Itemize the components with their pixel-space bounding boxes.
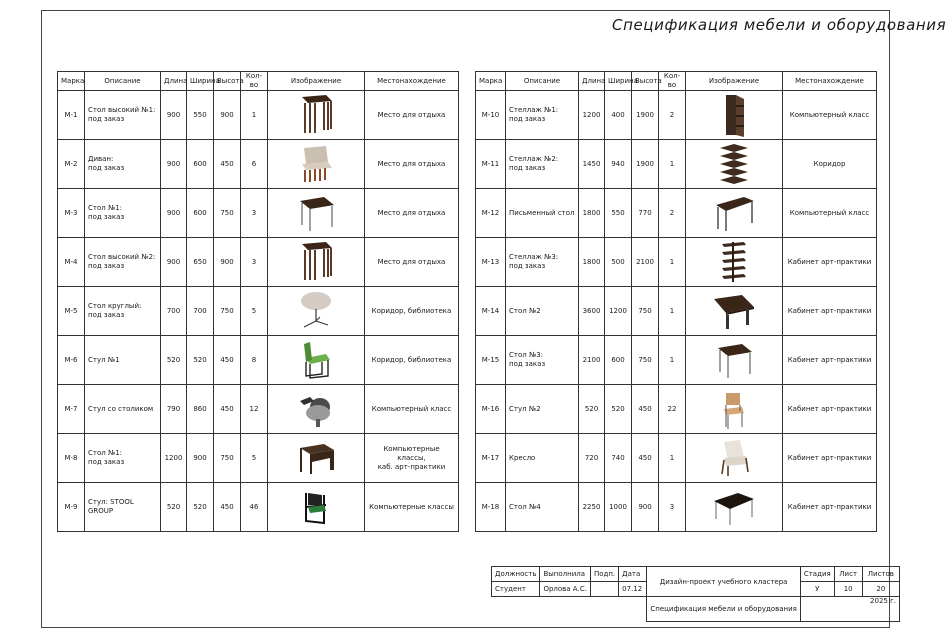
row-width: 600	[605, 336, 632, 385]
row-width: 550	[187, 91, 214, 140]
row-description: Стол круглый: под заказ	[85, 287, 161, 336]
row-width: 520	[187, 483, 214, 532]
row-mark: М-2	[58, 140, 85, 189]
row-mark: М-12	[476, 189, 506, 238]
row-description: Стол №2	[506, 287, 579, 336]
row-description: Письменный стол	[506, 189, 579, 238]
row-width: 900	[187, 434, 214, 483]
row-width: 500	[605, 238, 632, 287]
table-image	[271, 191, 361, 235]
row-length: 900	[161, 140, 187, 189]
row-width: 740	[605, 434, 632, 483]
header-mark: Марка	[476, 72, 506, 91]
row-image	[268, 287, 365, 336]
table-row	[58, 434, 459, 483]
row-description: Стол высокий №2: под заказ	[85, 238, 161, 287]
stamp-date: 07.12	[619, 582, 647, 597]
stamp-stage: У	[800, 582, 834, 597]
row-mark: М-6	[58, 336, 85, 385]
stamp-sign	[590, 582, 618, 597]
row-mark: М-14	[476, 287, 506, 336]
row-description: Стеллаж №3: под заказ	[506, 238, 579, 287]
row-mark: М-10	[476, 91, 506, 140]
row-height: 750	[214, 434, 241, 483]
row-location: Компьютерный класс	[365, 385, 459, 434]
row-qty: 12	[241, 385, 268, 434]
table-row	[476, 238, 877, 287]
chair-with-desk-image	[271, 387, 361, 431]
row-image	[268, 434, 365, 483]
row-location: Кабинет арт-практики	[783, 336, 877, 385]
row-height: 450	[632, 434, 659, 483]
row-qty: 22	[659, 385, 686, 434]
row-qty: 6	[241, 140, 268, 189]
table-row	[476, 189, 877, 238]
shelf-image	[689, 93, 779, 137]
row-description: Стул со столиком	[85, 385, 161, 434]
stamp-stage-label: Стадия	[800, 567, 834, 582]
stamp-sheets: 20	[862, 582, 899, 597]
table-row	[476, 434, 877, 483]
row-location: Компьютерный класс	[783, 91, 877, 140]
row-length: 2100	[579, 336, 605, 385]
row-length: 1800	[579, 238, 605, 287]
desk-image	[271, 436, 361, 480]
row-width: 860	[187, 385, 214, 434]
row-mark: М-4	[58, 238, 85, 287]
table-row	[476, 483, 877, 532]
row-height: 450	[214, 336, 241, 385]
row-description: Стол №4	[506, 483, 579, 532]
row-height: 450	[214, 385, 241, 434]
row-mark: М-3	[58, 189, 85, 238]
row-location: Кабинет арт-практики	[783, 238, 877, 287]
row-width: 520	[605, 385, 632, 434]
table-row	[476, 385, 877, 434]
row-location: Коридор, библиотека	[365, 336, 459, 385]
spec-table-right	[475, 71, 877, 532]
row-location: Коридор	[783, 140, 877, 189]
header-height: Высота	[214, 72, 241, 91]
row-length: 520	[579, 385, 605, 434]
table-row	[476, 140, 877, 189]
long-table-image	[689, 289, 779, 333]
stamp-empty	[492, 597, 647, 622]
header-location: Местонахождение	[365, 72, 459, 91]
table-row	[58, 140, 459, 189]
row-width: 700	[187, 287, 214, 336]
wood-chair-image	[689, 387, 779, 431]
row-length: 790	[161, 385, 187, 434]
row-height: 750	[214, 189, 241, 238]
header-image: Изображение	[686, 72, 783, 91]
row-length: 1200	[161, 434, 187, 483]
row-location: Компьютерные классы	[365, 483, 459, 532]
row-image	[686, 385, 783, 434]
table-header-row	[476, 72, 877, 91]
wave-shelf-image	[689, 240, 779, 284]
row-qty: 1	[659, 238, 686, 287]
header-length: Длина	[579, 72, 605, 91]
row-height: 1900	[632, 91, 659, 140]
row-qty: 1	[659, 434, 686, 483]
row-image	[268, 140, 365, 189]
row-qty: 2	[659, 189, 686, 238]
row-height: 900	[214, 91, 241, 140]
row-location: Кабинет арт-практики	[783, 385, 877, 434]
sofa-image	[271, 142, 361, 186]
row-length: 1200	[579, 91, 605, 140]
row-mark: М-17	[476, 434, 506, 483]
row-location: Место для отдыха	[365, 189, 459, 238]
row-mark: М-7	[58, 385, 85, 434]
row-image	[686, 434, 783, 483]
tall-slatted-table-image	[271, 93, 361, 137]
stamp-sheet-label: Лист	[834, 567, 862, 582]
row-description: Стул: STOOL GROUP	[85, 483, 161, 532]
row-image	[268, 336, 365, 385]
row-description: Стол высокий №1: под заказ	[85, 91, 161, 140]
stamp-project-name: Дизайн-проект учебного кластера	[647, 567, 800, 597]
header-location: Местонахождение	[783, 72, 877, 91]
row-mark: М-16	[476, 385, 506, 434]
row-qty: 1	[659, 287, 686, 336]
row-image	[268, 385, 365, 434]
row-image	[686, 287, 783, 336]
row-width: 400	[605, 91, 632, 140]
row-mark: М-18	[476, 483, 506, 532]
row-length: 520	[161, 483, 187, 532]
row-height: 2100	[632, 238, 659, 287]
chair-image	[271, 485, 361, 529]
row-height: 750	[632, 336, 659, 385]
table-row	[58, 189, 459, 238]
row-qty: 46	[241, 483, 268, 532]
row-location: Кабинет арт-практики	[783, 287, 877, 336]
tall-slatted-table-image	[271, 240, 361, 284]
row-mark: М-15	[476, 336, 506, 385]
header-image: Изображение	[268, 72, 365, 91]
row-image	[686, 238, 783, 287]
row-image	[268, 483, 365, 532]
header-description: Описание	[85, 72, 161, 91]
row-description: Стеллаж №2: под заказ	[506, 140, 579, 189]
row-length: 900	[161, 91, 187, 140]
row-length: 900	[161, 189, 187, 238]
row-location: Кабинет арт-практики	[783, 434, 877, 483]
header-qty: Кол-во	[241, 72, 268, 91]
row-height: 900	[632, 483, 659, 532]
stamp-year: 2025 г.	[800, 597, 899, 622]
row-description: Стол №1: под заказ	[85, 189, 161, 238]
row-location: Место для отдыха	[365, 91, 459, 140]
row-length: 720	[579, 434, 605, 483]
row-qty: 2	[659, 91, 686, 140]
row-mark: М-11	[476, 140, 506, 189]
row-qty: 1	[659, 140, 686, 189]
row-description: Стул №1	[85, 336, 161, 385]
table-row	[58, 287, 459, 336]
header-height: Высота	[632, 72, 659, 91]
row-image	[268, 91, 365, 140]
round-table-image	[271, 289, 361, 333]
stamp-sheet: 10	[834, 582, 862, 597]
row-width: 650	[187, 238, 214, 287]
row-description: Стол №3: под заказ	[506, 336, 579, 385]
row-qty: 3	[241, 238, 268, 287]
stamp-date-label: Дата	[619, 567, 647, 582]
table-row	[58, 238, 459, 287]
stamp-drawing-name: Спецификация мебели и оборудования	[647, 597, 800, 622]
table-header-row	[58, 72, 459, 91]
row-length: 520	[161, 336, 187, 385]
row-image	[686, 483, 783, 532]
header-width: Ширина	[605, 72, 632, 91]
row-location: Коридор, библиотека	[365, 287, 459, 336]
row-description: Стол №1: под заказ	[85, 434, 161, 483]
row-height: 450	[214, 483, 241, 532]
table-row	[58, 336, 459, 385]
row-qty: 5	[241, 434, 268, 483]
header-mark: Марка	[58, 72, 85, 91]
table-image	[689, 338, 779, 382]
stamp-sign-label: Подп.	[590, 567, 618, 582]
row-length: 1450	[579, 140, 605, 189]
writing-desk-image	[689, 191, 779, 235]
row-width: 600	[187, 140, 214, 189]
row-height: 900	[214, 238, 241, 287]
row-length: 2250	[579, 483, 605, 532]
row-length: 900	[161, 238, 187, 287]
row-image	[268, 238, 365, 287]
row-qty: 8	[241, 336, 268, 385]
row-qty: 1	[241, 91, 268, 140]
table-row	[476, 287, 877, 336]
row-width: 600	[187, 189, 214, 238]
row-height: 770	[632, 189, 659, 238]
spec-table-left	[57, 71, 459, 532]
table-row	[476, 336, 877, 385]
table-row	[58, 91, 459, 140]
row-width: 520	[187, 336, 214, 385]
row-image	[686, 336, 783, 385]
sheet-title: Спецификация мебели и оборудования	[612, 16, 946, 34]
row-description: Диван: под заказ	[85, 140, 161, 189]
row-height: 1900	[632, 140, 659, 189]
row-location: Компьютерный класс	[783, 189, 877, 238]
stamp-performer: Орлова А.С.	[540, 582, 590, 597]
row-image	[686, 91, 783, 140]
row-location: Место для отдыха	[365, 140, 459, 189]
dark-table-image	[689, 485, 779, 529]
green-chair-image	[271, 338, 361, 382]
row-image	[268, 189, 365, 238]
title-block	[491, 566, 900, 622]
row-height: 450	[632, 385, 659, 434]
row-mark: М-13	[476, 238, 506, 287]
row-length: 1800	[579, 189, 605, 238]
header-qty: Кол-во	[659, 72, 686, 91]
header-description: Описание	[506, 72, 579, 91]
row-mark: М-1	[58, 91, 85, 140]
corner-shelf-image	[689, 142, 779, 186]
row-height: 750	[632, 287, 659, 336]
stamp-performed-label: Выполнила	[540, 567, 590, 582]
header-length: Длина	[161, 72, 187, 91]
table-row	[476, 91, 877, 140]
header-width: Ширина	[187, 72, 214, 91]
row-qty: 5	[241, 287, 268, 336]
row-length: 700	[161, 287, 187, 336]
row-height: 450	[214, 140, 241, 189]
row-image	[686, 189, 783, 238]
armchair-image	[689, 436, 779, 480]
row-location: Компьютерные классы, каб. арт-практики	[365, 434, 459, 483]
row-length: 3600	[579, 287, 605, 336]
row-mark: М-5	[58, 287, 85, 336]
table-row	[58, 483, 459, 532]
stamp-position-label: Должность	[492, 567, 540, 582]
row-mark: М-9	[58, 483, 85, 532]
row-width: 940	[605, 140, 632, 189]
row-width: 550	[605, 189, 632, 238]
row-description: Кресло	[506, 434, 579, 483]
stamp-position: Студент	[492, 582, 540, 597]
stamp-sheets-label: Листов	[862, 567, 899, 582]
row-qty: 3	[659, 483, 686, 532]
row-width: 1000	[605, 483, 632, 532]
row-height: 750	[214, 287, 241, 336]
row-image	[686, 140, 783, 189]
row-mark: М-8	[58, 434, 85, 483]
row-location: Кабинет арт-практики	[783, 483, 877, 532]
row-qty: 1	[659, 336, 686, 385]
table-row	[58, 385, 459, 434]
row-description: Стул №2	[506, 385, 579, 434]
row-location: Место для отдыха	[365, 238, 459, 287]
row-description: Стеллаж №1: под заказ	[506, 91, 579, 140]
row-qty: 3	[241, 189, 268, 238]
row-width: 1200	[605, 287, 632, 336]
